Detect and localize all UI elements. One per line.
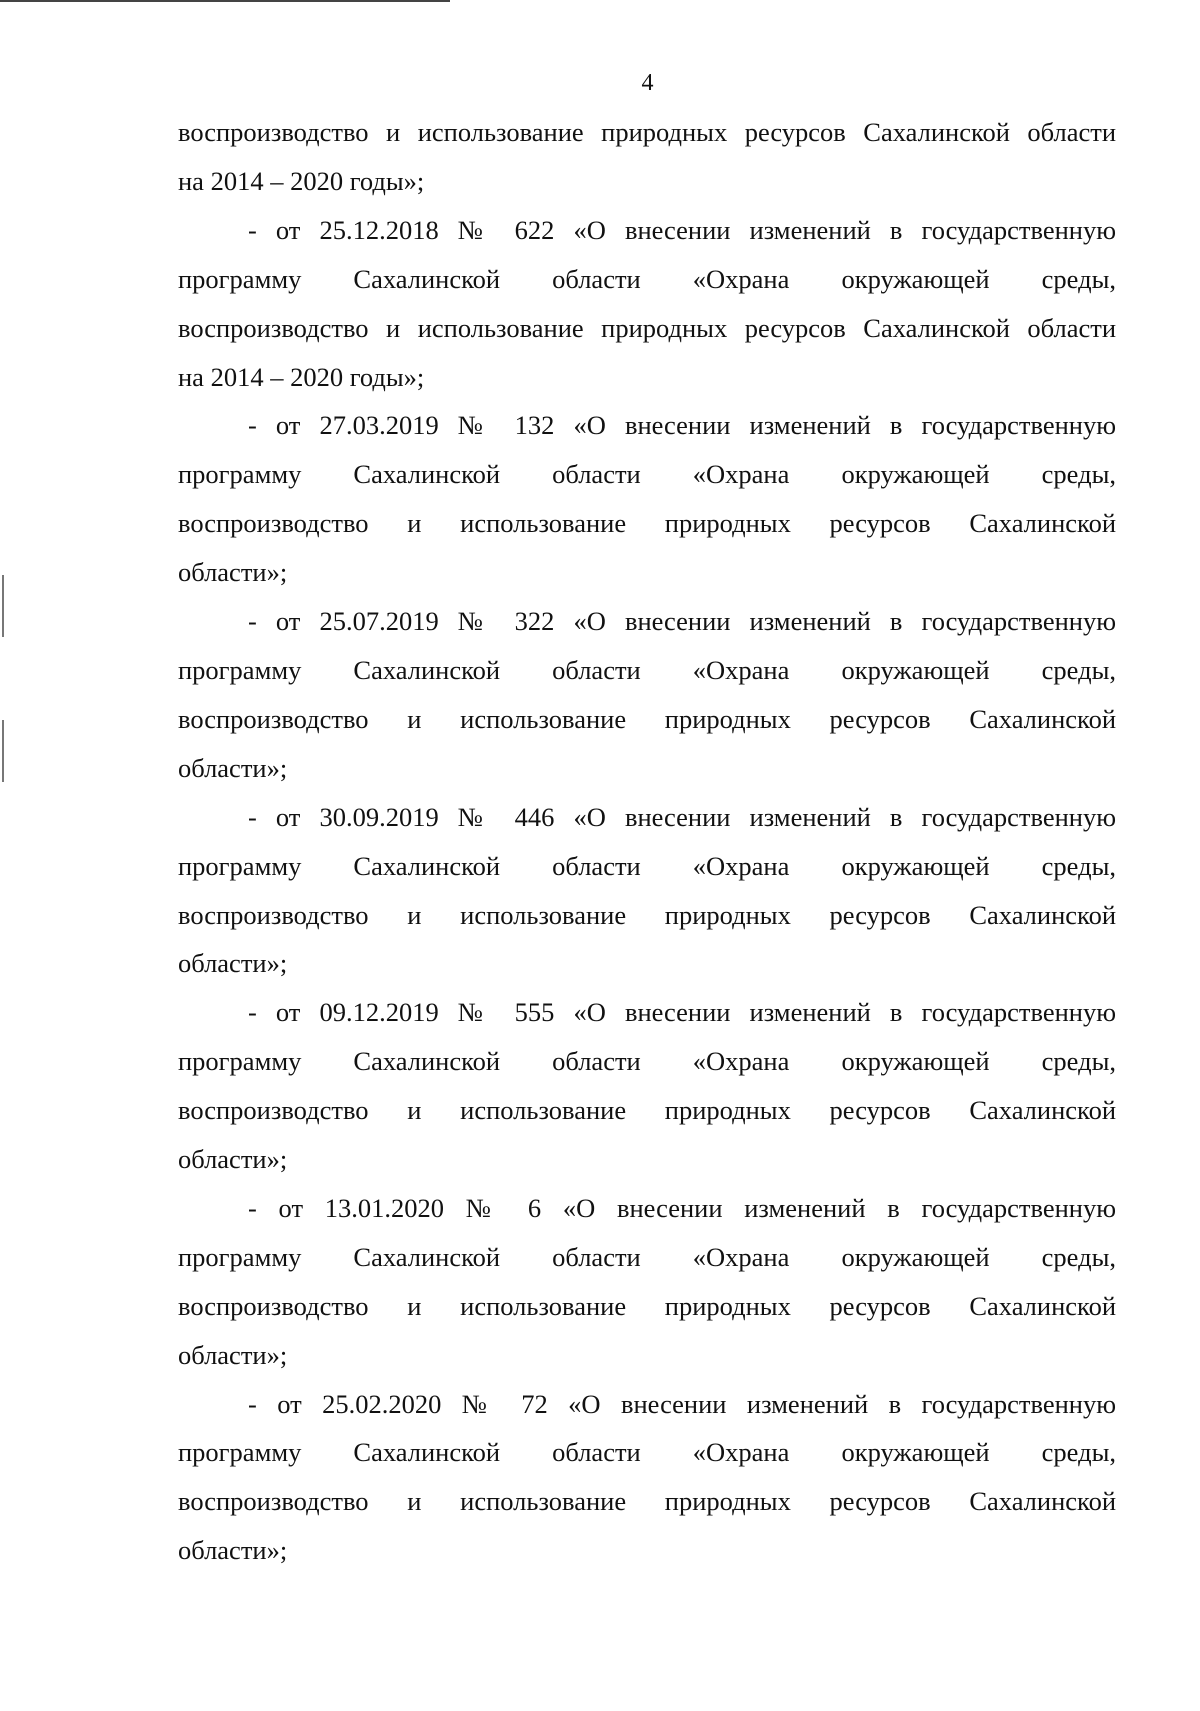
text-line: - от 09.12.2019 № 555 «О внесении изменений в государственную [248,997,1116,1028]
text-line: программу Сахалинской области «Охрана окружающей среды, [178,1046,1116,1077]
amendment-item [178,401,1116,597]
text-line: на 2014 – 2020 годы»; [178,165,425,196]
text-line: программу Сахалинской области «Охрана окружающей среды, [178,263,1116,294]
text-line: области»; [178,948,288,979]
text-line: программу Сахалинской области «Охрана окружающей среды, [178,850,1116,881]
scan-margin-mark [2,720,4,782]
text-line: области»; [178,752,288,783]
amendment-item [178,1184,1116,1380]
text-line: - от 30.09.2019 № 446 «О внесении изменений в государственную [248,801,1116,832]
text-line: воспроизводство и использование природных ресурсов Сахалинской [178,1095,1116,1126]
text-line: воспроизводство и использование природных ресурсов Сахалинской области [178,117,1116,147]
text-line: - от 25.12.2018 № 622 «О внесении изменений в государственную [248,214,1116,245]
page-number: 4 [641,70,654,96]
scan-top-rule [0,0,450,2]
text-line: области»; [178,1339,288,1370]
amendment-item [178,597,1116,793]
amendment-item [178,793,1116,989]
text-line: - от 25.02.2020 № 72 «О внесении изменений в государственную [248,1388,1116,1419]
text-line: воспроизводство и использование природных ресурсов Сахалинской [178,703,1116,734]
text-line: области»; [178,1535,288,1566]
text-line: воспроизводство и использование природных ресурсов Сахалинской [178,1290,1116,1321]
text-line: программу Сахалинской области «Охрана окружающей среды, [178,654,1116,685]
text-line: области»; [178,1144,288,1175]
text-line: программу Сахалинской области «Охрана окружающей среды, [178,1241,1116,1272]
text-line: воспроизводство и использование природных ресурсов Сахалинской [178,1486,1116,1517]
document-body [178,108,1116,1575]
text-line: - от 13.01.2020 № 6 «О внесении изменений в государственную [248,1192,1116,1223]
text-line: - от 25.07.2019 № 322 «О внесении изменений в государственную [248,606,1116,637]
text-line: программу Сахалинской области «Охрана окружающей среды, [178,459,1116,490]
text-line: программу Сахалинской области «Охрана окружающей среды, [178,1437,1116,1468]
scan-margin-mark [2,575,4,637]
amendment-item [178,1380,1116,1576]
intro-paragraph [178,108,1116,206]
text-line: воспроизводство и использование природных ресурсов Сахалинской области [178,312,1116,343]
amendment-item [178,206,1116,402]
text-line: воспроизводство и использование природных ресурсов Сахалинской [178,899,1116,930]
amendment-item [178,988,1116,1184]
text-line: области»; [178,557,288,588]
text-line: - от 27.03.2019 № 132 «О внесении изменений в государственную [248,410,1116,441]
text-line: на 2014 – 2020 годы»; [178,361,425,392]
text-line: воспроизводство и использование природных ресурсов Сахалинской [178,508,1116,539]
